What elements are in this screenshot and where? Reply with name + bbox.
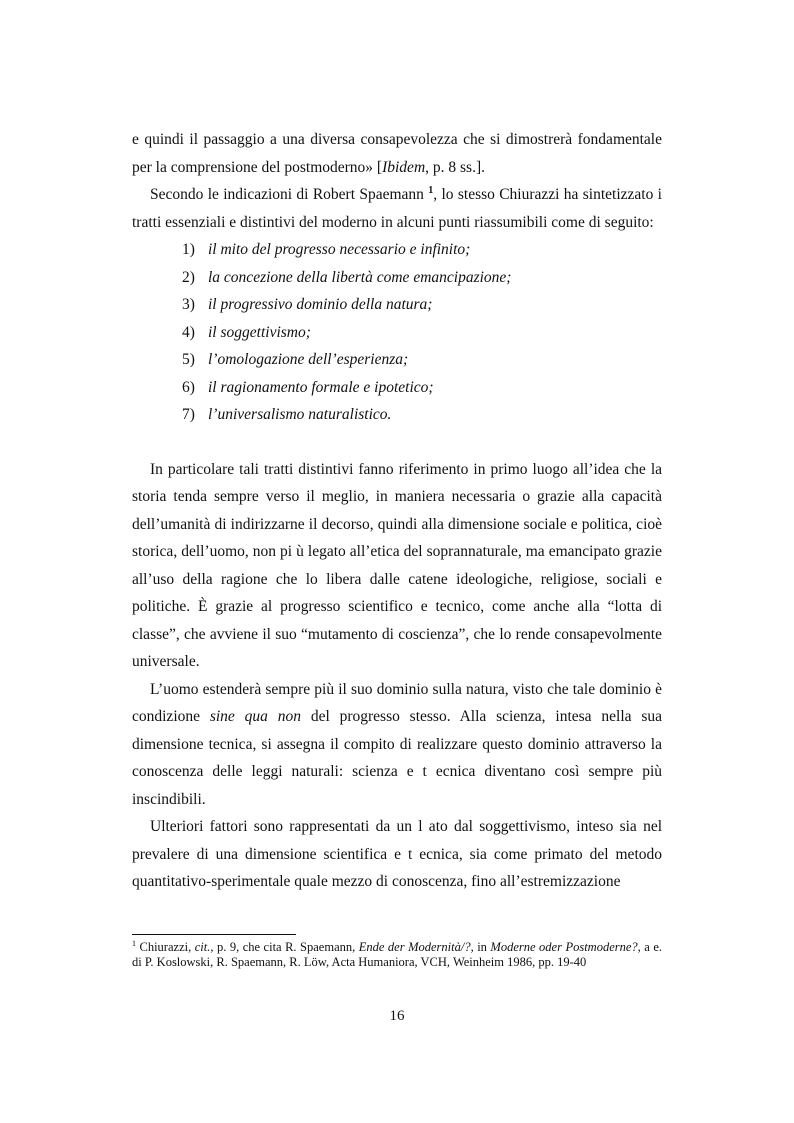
list-item: [182, 264, 662, 292]
paragraph-1: [132, 126, 662, 181]
list-item-text: la concezione della libertà come emancipazione;: [208, 268, 512, 286]
list-item: [182, 401, 662, 429]
list-item-text: l’omologazione dell’esperienza;: [208, 351, 409, 368]
list-item: [182, 374, 662, 402]
page-body: [132, 126, 662, 896]
list-item: [182, 236, 662, 264]
paragraph-2-text-a: Secondo le indicazioni di Robert Spaemann: [150, 186, 429, 203]
list-item-number: 5): [182, 351, 195, 368]
paragraph-4-text-a: L’uomo estenderà sempre più il suo dominio sulla natura, visto che tale dominio è condizione: [132, 680, 662, 725]
footnote-text-c: in: [473, 940, 491, 954]
list-item-number: 7): [182, 406, 195, 423]
list-item: [182, 346, 662, 374]
paragraph-5: Ulteriori fattori sono rappresentati da un l ato dal soggettivismo, inteso sia nel prevalere di una dimensione scientifica e t ecnica, sia come primato del metodo quantitativo-sperimentale quale mezzo di conoscenza, fino all’estremizzazione: [132, 818, 662, 890]
paragraph-2-text-b: , lo stesso Chiurazzi ha sintetizzato i tratti essenziali e distintivi del moderno in alcuni punti riassumibili come di seguito:: [132, 186, 662, 231]
footnote-number: 1: [132, 939, 136, 948]
paragraph-3: In particolare tali tratti distintivi fanno riferimento in primo luogo all’idea che la storia tenda sempre verso il meglio, in maniera necessaria o grazie alla capacità dell’umanità di indirizzarne il decorso, quindi alla dimensione sociale e politica, cioè storica, dell’uomo, non pi ù legato all’etica del soprannaturale, ma emancipato grazie all’uso della ragione che lo libera dalle catene ideologiche, religiose, sociali e politiche. È grazie al progresso scientifico e tecnico, come anche alla “lotta di classe”, che avviene il suo “mutamento di coscienza”, che lo rende consapevolmente universale.: [132, 460, 662, 670]
list-item: [182, 291, 662, 319]
footnote: [132, 940, 662, 970]
paragraph-1-text-a: e quindi il passaggio a una diversa consapevolezza che si dimostrerà fondamentale per la comprensione del postmoderno» [: [132, 131, 662, 176]
list-item-number: 1): [182, 241, 195, 258]
list-item-text: il ragionamento formale e ipotetico;: [208, 378, 434, 396]
footnote-separator: [132, 934, 296, 935]
paragraph-1-text-b: , p. 8 ss.].: [425, 158, 485, 176]
footnote-text-b: , p. 9, che cita R. Spaemann,: [210, 940, 359, 954]
list-item: [182, 319, 662, 347]
footnote-title-1: Ende der Modernità/?,: [358, 940, 474, 954]
ibidem-ref: Ibidem: [382, 158, 426, 176]
list-item-text: il mito del progresso necessario e infinito;: [208, 241, 471, 258]
footnote-reference[interactable]: 1: [428, 185, 434, 196]
footnote-text-d: a e. di P. Koslowski, R. Spaemann, R. Löw, Acta Humaniora, VCH, Weinheim 1986, pp. 19-40: [132, 940, 663, 969]
footnote-text-a: Chiurazzi,: [136, 940, 195, 954]
page-number: 16: [389, 1008, 405, 1024]
latin-phrase: sine qua non: [209, 708, 301, 725]
footnote-title-2: Moderne oder Postmoderne?,: [490, 940, 641, 954]
list-item-text: il progressivo dominio della natura;: [208, 296, 433, 313]
paragraph-4-text-b: del progresso stesso. Alla scienza, intesa nella sua dimensione tecnica, si assegna il compito di realizzare questo dominio attraverso la conoscenza delle leggi naturali: scienza e t ecnica diventano così sempre più inscindibili.: [132, 708, 662, 808]
list-item-number: 2): [182, 268, 195, 286]
list-item-number: 4): [182, 323, 195, 341]
list-item-number: 3): [182, 296, 195, 313]
list-item-text: il soggettivismo;: [208, 323, 311, 341]
paragraph-4: [132, 676, 662, 814]
modern-traits-list: [132, 236, 662, 429]
footnote-cit: cit.: [194, 940, 211, 954]
paragraph-2: [132, 181, 662, 236]
list-item-number: 6): [182, 378, 195, 396]
list-item-text: l’universalismo naturalistico.: [208, 406, 392, 423]
